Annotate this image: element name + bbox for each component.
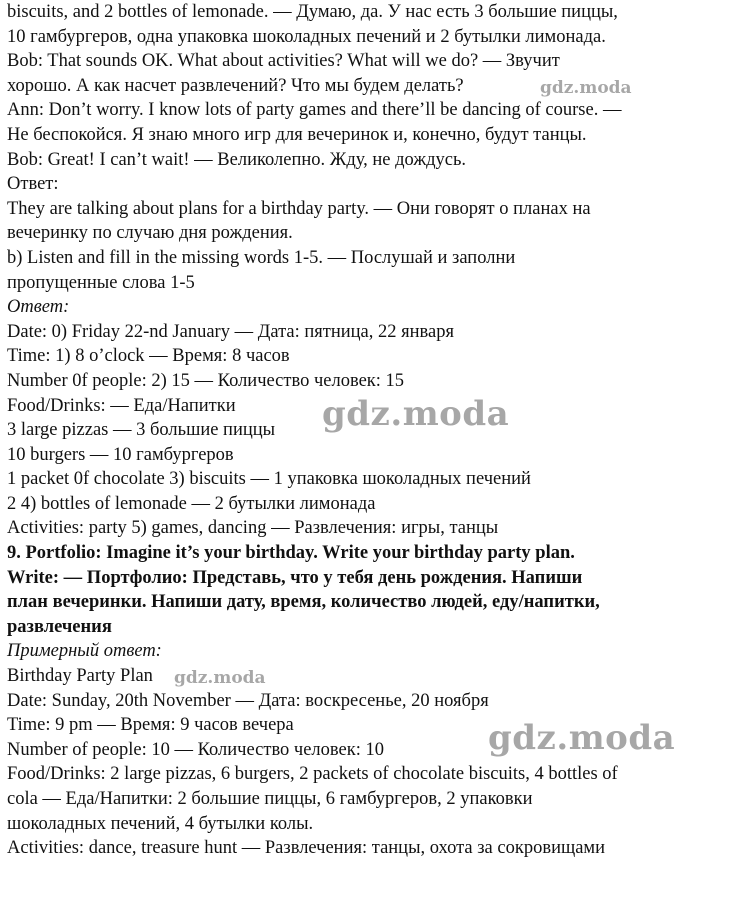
text-line: 1 packet 0f chocolate 3) biscuits — 1 упаковка шоколадных печений [7,469,531,490]
text-line: Write: — Портфолио: Представь, что у тебя день рождения. Напиши [7,567,583,588]
text-line: Ann: Don’t worry. I know lots of party games and there’ll be dancing of course. — [7,100,622,121]
text-line: cola — Еда/Напитки: 2 большие пиццы, 6 гамбургеров, 2 упаковки [7,789,533,809]
watermark-4: gdz.moda [488,718,676,758]
text-line: Food/Drinks: 2 large pizzas, 6 burgers, 2 packets of chocolate biscuits, 4 bottles of [7,764,618,785]
text-line: Number 0f people: 2) 15 — Количество человек: 15 [7,370,405,391]
text-line: Activities: dance, treasure hunt — Развлечения: танцы, охота за сокровищами [7,838,606,859]
text-line: вечеринку по случаю дня рождения. [7,223,293,244]
text-line: 3 large pizzas — 3 большие пиццы [7,420,276,441]
text-line: Не беспокойся. Я знаю много игр для вечеринок и, конечно, будут танцы. [7,124,587,145]
text-line: план вечеринки. Напиши дату, время, количество людей, еду/напитки, [7,592,600,613]
watermark-1: gdz.moda [540,78,632,98]
text-line: Bob: Great! I can’t wait! — Великолепно. Жду, не дождусь. [7,149,467,170]
text-line: Time: 9 pm — Время: 9 часов вечера [7,715,294,736]
text-line: Food/Drinks: — Еда/Напитки [7,395,236,416]
text-line: 2 4) bottles of lemonade — 2 бутылки лимонада [7,493,376,514]
text-line: 9. Portfolio: Imagine it’s your birthday. Write your birthday party plan. [7,543,575,564]
text-line: шоколадных печений, 4 бутылки колы. [7,813,314,834]
text-line: Number of people: 10 — Количество человек: 10 [7,739,385,760]
watermark-2: gdz.moda [322,394,510,434]
text-line: развлечения [7,616,112,637]
text-line: Ответ: [7,174,59,195]
text-line: biscuits, and 2 bottles of lemonade. — Думаю, да. У нас есть 3 большие пиццы, [7,2,618,22]
text-line: Примерный ответ: [7,641,162,662]
text-line: b) Listen and fill in the missing words 1-5. — Послушай и заполни [7,247,516,268]
text-line: 10 гамбургеров, одна упаковка шоколадных печений и 2 бутылки лимонада. [7,26,606,47]
text-line: Bob: That sounds OK. What about activities? What will we do? — Звучит [7,51,560,72]
text-line: Date: Sunday, 20th November — Дата: воскресенье, 20 ноября [7,690,489,711]
text-line: хорошо. А как насчет развлечений? Что мы будем делать? [7,75,464,96]
text-line: Ответ: [7,297,70,318]
watermark-3: gdz.moda [174,668,266,688]
text-line: Activities: party 5) games, dancing — Развлечения: игры, танцы [7,518,499,539]
text-line: пропущенные слова 1-5 [7,272,195,293]
text-line: 10 burgers — 10 гамбургеров [7,444,234,465]
text-line: Birthday Party Plan [7,666,153,687]
text-line: They are talking about plans for a birthday party. — Они говорят о планах на [7,198,591,219]
text-line: Date: 0) Friday 22-nd January — Дата: пятница, 22 января [7,321,455,342]
text-line: Time: 1) 8 o’clock — Время: 8 часов [7,346,290,367]
